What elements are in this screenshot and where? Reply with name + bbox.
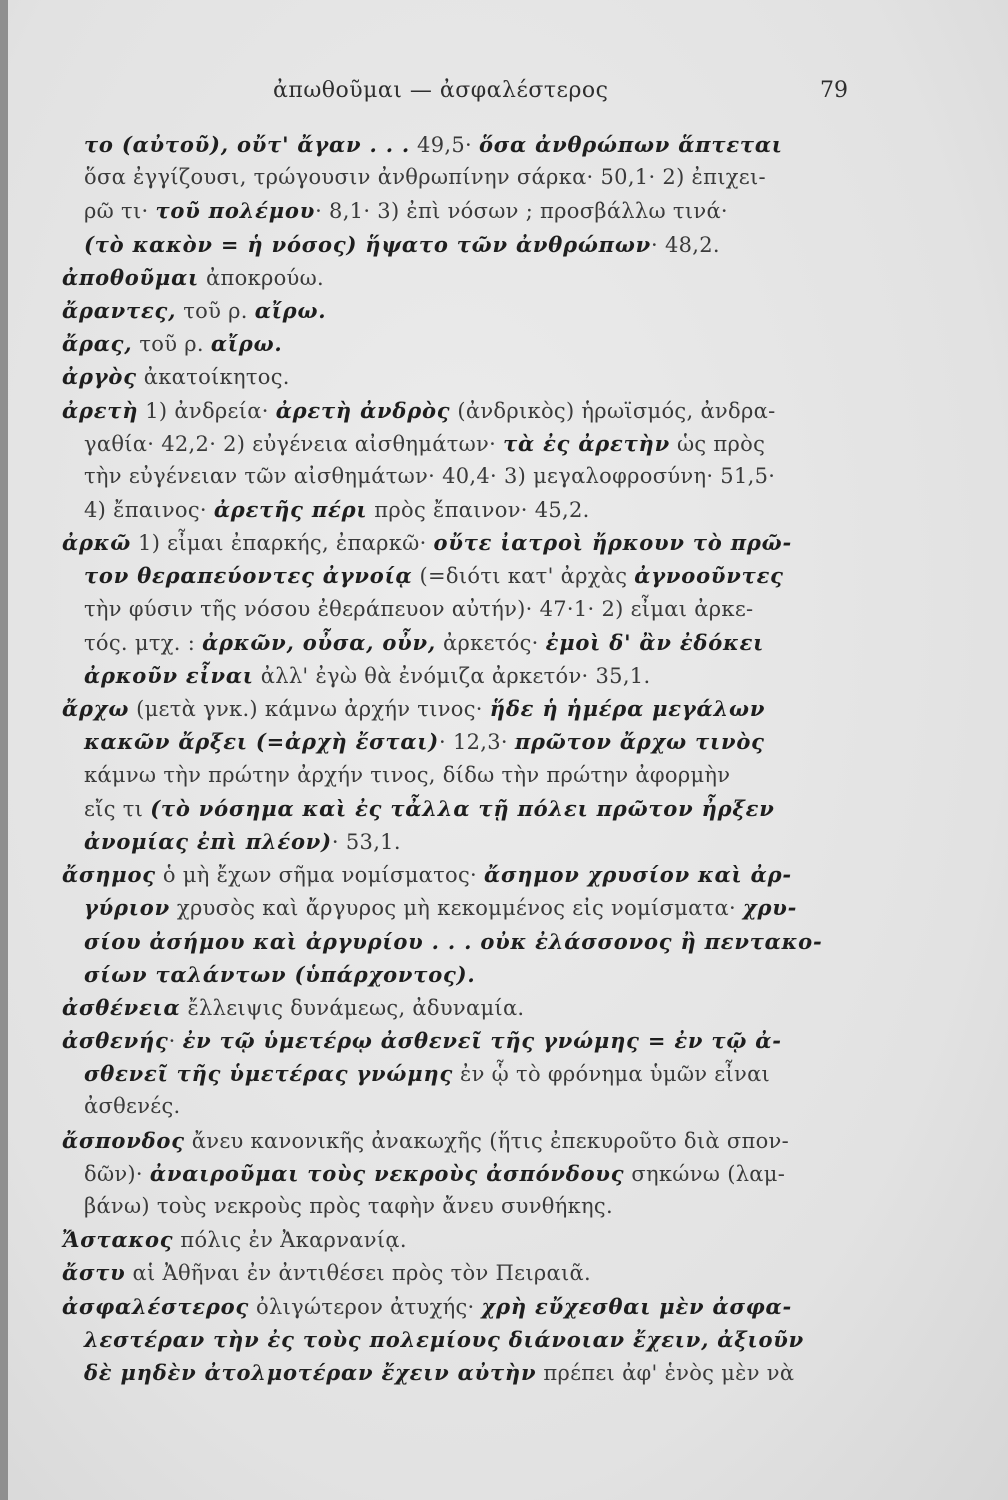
- text-line: [36, 1124, 866, 1157]
- gloss-text: σηκώνω (λαμ-: [624, 1161, 786, 1186]
- gloss-text: κάμνω τὴν πρώτην ἀρχήν τινος, δίδω τὴν πρώτην ἀφορμὴν: [84, 762, 731, 787]
- text-line: [36, 1323, 866, 1356]
- headword-or-quote: ἀσθένεια: [62, 994, 181, 1020]
- gloss-text: πρὸς ἔπαινον· 45,2.: [367, 498, 590, 523]
- text-line: [36, 626, 866, 659]
- text-line: [36, 1090, 866, 1123]
- dictionary-entries: [36, 128, 866, 1389]
- text-line: [36, 825, 866, 858]
- headword-or-quote: σθενεῖ τῆς ὑμετέρας γνώμης: [84, 1061, 454, 1087]
- text-line: [36, 725, 866, 758]
- gloss-text: ἔλλειψις δυνάμεως, ἀδυναμία.: [180, 995, 525, 1020]
- headword-or-quote: ὅσα ἀνθρώπων ἅπτεται: [478, 132, 783, 157]
- headword-or-quote: ἄσπονδος: [62, 1127, 185, 1153]
- gloss-text: ὅσα ἐγγίζουσι, τρώγουσιν ἀνθρωπίνην σάρκα· 50,1· 2) ἐπιχει-: [84, 165, 766, 190]
- headword-or-quote: ἀρκοῦν εἶναι: [84, 663, 254, 688]
- text-line: [36, 394, 866, 427]
- gloss-text: ἀσθενές.: [84, 1094, 181, 1119]
- gloss-text: δῶν)·: [84, 1161, 150, 1186]
- text-line: [36, 925, 866, 958]
- gloss-text: ὡς πρὸς: [670, 431, 766, 456]
- text-line: [36, 460, 866, 493]
- gloss-text: · 53,1.: [331, 829, 401, 854]
- gloss-text: πόλις ἐν Ἀκαρνανίᾳ.: [173, 1228, 407, 1253]
- text-line: [36, 1290, 866, 1323]
- headword-or-quote: ἄστυ: [62, 1260, 126, 1286]
- gloss-text: τοῦ ρ.: [176, 298, 255, 323]
- headword-or-quote: ἀρκῶ: [62, 530, 132, 556]
- gloss-text: ἀλλ' ἐγὼ θὰ ἐνόμιζα ἀρκετόν· 35,1.: [253, 664, 651, 688]
- text-line: [36, 294, 866, 327]
- headword-or-quote: δὲ μηδὲν ἀτολμοτέραν ἔχειν αὐτὴν: [84, 1359, 537, 1385]
- headword-or-quote: ἀργὸς: [62, 364, 137, 390]
- text-line: [36, 128, 866, 161]
- headword-or-quote: (τὸ νόσημα καὶ ἐς τἆλλα τῇ πόλει πρῶτον ἦρξεν: [150, 795, 775, 821]
- gloss-text: ἐν ᾧ τὸ φρόνημα ὑμῶν εἶναι: [453, 1062, 771, 1087]
- gloss-text: ὀλιγώτερον ἀτυχής·: [249, 1294, 482, 1319]
- gloss-text: αἱ Ἀθῆναι ἐν ἀντιθέσει πρὸς τὸν Πειραιᾶ.: [125, 1261, 591, 1286]
- gloss-text: 1) εἶμαι ἐπαρκής, ἐπαρκῶ·: [131, 531, 434, 556]
- headword-or-quote: ἀνομίας ἐπὶ πλέον): [84, 828, 332, 854]
- page-header: [8, 78, 1008, 112]
- text-line: [36, 958, 866, 991]
- headword-or-quote: τον θεραπεύοντες ἀγνοίᾳ: [84, 563, 413, 589]
- gloss-text: 1) ἀνδρεία·: [138, 398, 276, 423]
- gloss-text: γαθία· 42,2· 2) εὐγένεια αἰσθημάτων·: [84, 431, 504, 456]
- gloss-text: τὴν εὐγένειαν τῶν αἰσθημάτων· 40,4· 3) μεγαλοφροσύνη· 51,5·: [84, 463, 776, 488]
- gloss-text: (ἀνδρικὸς) ἡρωϊσμός, ἀνδρα-: [450, 398, 776, 423]
- gloss-text: 49,5·: [410, 133, 479, 157]
- headword-or-quote: ἄραντες,: [62, 297, 177, 323]
- headword-or-quote: τὰ ἐς ἀρετὴν: [503, 430, 670, 456]
- text-line: [36, 659, 866, 692]
- headword-or-quote: Ἄστακος: [62, 1227, 174, 1253]
- headword-or-quote: ἄρας,: [62, 331, 133, 357]
- headword-or-quote: ἀρετὴ ἀνδρὸς: [275, 397, 451, 423]
- gloss-text: ·: [168, 1029, 183, 1054]
- gloss-text: πρέπει ἀφ' ἑνὸς μὲν νὰ: [536, 1360, 795, 1385]
- text-line: [36, 161, 866, 194]
- text-line: [36, 1024, 866, 1057]
- headword-or-quote: ἐμοὶ δ' ἂν ἐδόκει: [545, 629, 765, 655]
- headword-or-quote: πρῶτον ἄρχω τινὸς: [514, 729, 765, 755]
- gloss-text: ἀρκετός·: [436, 630, 546, 655]
- text-line: [36, 792, 866, 825]
- headword-or-quote: ἄσημον χρυσίον καὶ ἀρ-: [484, 862, 792, 888]
- gloss-text: τοῦ ρ.: [132, 332, 211, 357]
- headword-or-quote: ἄρχω: [62, 696, 130, 722]
- headword-or-quote: ἀναιροῦμαι τοὺς νεκροὺς ἀσπόνδους: [149, 1160, 625, 1186]
- text-line: [36, 858, 866, 891]
- text-line: [36, 261, 866, 294]
- headword-or-quote: ἀσφαλέστερος: [62, 1293, 250, 1319]
- text-line: [36, 1190, 866, 1223]
- text-line: [36, 1057, 866, 1090]
- running-title: ἀπωθοῦμαι — ἀσφαλέστερος: [273, 78, 609, 103]
- text-line: [36, 526, 866, 559]
- text-line: [36, 427, 866, 460]
- headword-or-quote: ἄσημος: [62, 862, 156, 888]
- gloss-text: ἄνευ κανονικῆς ἀνακωχῆς (ἥτις ἐπεκυροῦτο διὰ σπον-: [184, 1128, 789, 1153]
- headword-or-quote: λεστέραν τὴν ἐς τοὺς πολεμίους διάνοιαν ἔχειν, ἀξιοῦν: [84, 1326, 805, 1352]
- headword-or-quote: το (αὐτοῦ), οὔτ' ἄγαν . . .: [84, 132, 411, 157]
- dictionary-page: [8, 0, 1008, 1500]
- headword-or-quote: ἥδε ἡ ἡμέρα μεγάλων: [489, 696, 766, 722]
- headword-or-quote: (τὸ κακὸν = ἡ νόσος) ἥψατο τῶν ἀνθρώπων: [84, 231, 651, 257]
- headword-or-quote: ἀρετῆς πέρι: [213, 497, 368, 523]
- text-line: [36, 327, 866, 360]
- text-line: [36, 593, 866, 626]
- headword-or-quote: ἀγνοοῦντες: [634, 563, 784, 589]
- headword-or-quote: ἀσθενής: [62, 1028, 169, 1054]
- headword-or-quote: αἴρω.: [254, 297, 327, 323]
- gloss-text: ἀποκρούω.: [199, 265, 324, 290]
- gloss-text: (=διότι κατ' ἀρχὰς: [412, 564, 635, 589]
- headword-or-quote: κακῶν ἄρξει (=ἀρχὴ ἔσται): [84, 729, 440, 755]
- text-line: [36, 1157, 866, 1190]
- text-line: [36, 559, 866, 592]
- headword-or-quote: χρὴ εὔχεσθαι μὲν ἀσφα-: [481, 1293, 793, 1319]
- gloss-text: · 8,1· 3) ἐπὶ νόσων ; προσβάλλω τινά·: [315, 199, 728, 224]
- gloss-text: τός. μτχ. :: [84, 630, 203, 655]
- headword-or-quote: αἴρω.: [210, 331, 283, 357]
- page-number: 79: [820, 78, 848, 103]
- headword-or-quote: σίου ἀσήμου καὶ ἀργυρίου . . . οὐκ ἐλάσσονος ἢ πεντακο-: [84, 928, 823, 954]
- gloss-text: (μετὰ γνκ.) κάμνω ἀρχήν τινος·: [129, 697, 490, 722]
- gloss-text: ὁ μὴ ἔχων σῆμα νομίσματος·: [155, 863, 484, 888]
- gloss-text: βάνω) τοὺς νεκροὺς πρὸς ταφὴν ἄνευ συνθήκης.: [84, 1194, 613, 1218]
- text-line: [36, 991, 866, 1024]
- headword-or-quote: γύριον: [84, 895, 170, 921]
- headword-or-quote: σίων ταλάντων (ὑπάρχοντος).: [84, 961, 476, 987]
- gloss-text: εἴς τι: [84, 796, 151, 821]
- gloss-text: · 48,2.: [651, 232, 720, 257]
- text-line: [36, 360, 866, 393]
- text-line: [36, 1256, 866, 1289]
- headword-or-quote: ἀποθοῦμαι: [62, 264, 200, 290]
- gloss-text: · 12,3·: [439, 730, 515, 755]
- text-line: [36, 692, 866, 725]
- gloss-text: 4) ἔπαινος·: [84, 498, 214, 523]
- headword-or-quote: ἐν τῷ ὑμετέρῳ ἀσθενεῖ τῆς γνώμης = ἐν τῷ ἀ-: [182, 1028, 782, 1054]
- text-line: [36, 493, 866, 526]
- gloss-text: τὴν φύσιν τῆς νόσου ἐθεράπευον αὐτήν)· 47·1· 2) εἶμαι ἀρκε-: [84, 596, 754, 621]
- gloss-text: ἀκατοίκητος.: [136, 365, 290, 390]
- text-line: [36, 228, 866, 261]
- headword-or-quote: ἀρετὴ: [62, 397, 139, 423]
- headword-or-quote: ἀρκῶν, οὖσα, οὖν,: [202, 629, 437, 655]
- headword-or-quote: χρυ-: [742, 895, 798, 921]
- headword-or-quote: οὔτε ἰατροὶ ἤρκουν τὸ πρῶ-: [433, 530, 792, 556]
- gloss-text: χρυσὸς καὶ ἄργυρος μὴ κεκομμένος εἰς νομίσματα·: [169, 896, 743, 921]
- text-line: [36, 891, 866, 924]
- text-line: [36, 1223, 866, 1256]
- text-line: [36, 759, 866, 792]
- text-line: [36, 1356, 866, 1389]
- headword-or-quote: τοῦ πολέμου: [155, 198, 316, 224]
- gloss-text: ρῶ τι·: [84, 199, 156, 224]
- text-line: [36, 194, 866, 227]
